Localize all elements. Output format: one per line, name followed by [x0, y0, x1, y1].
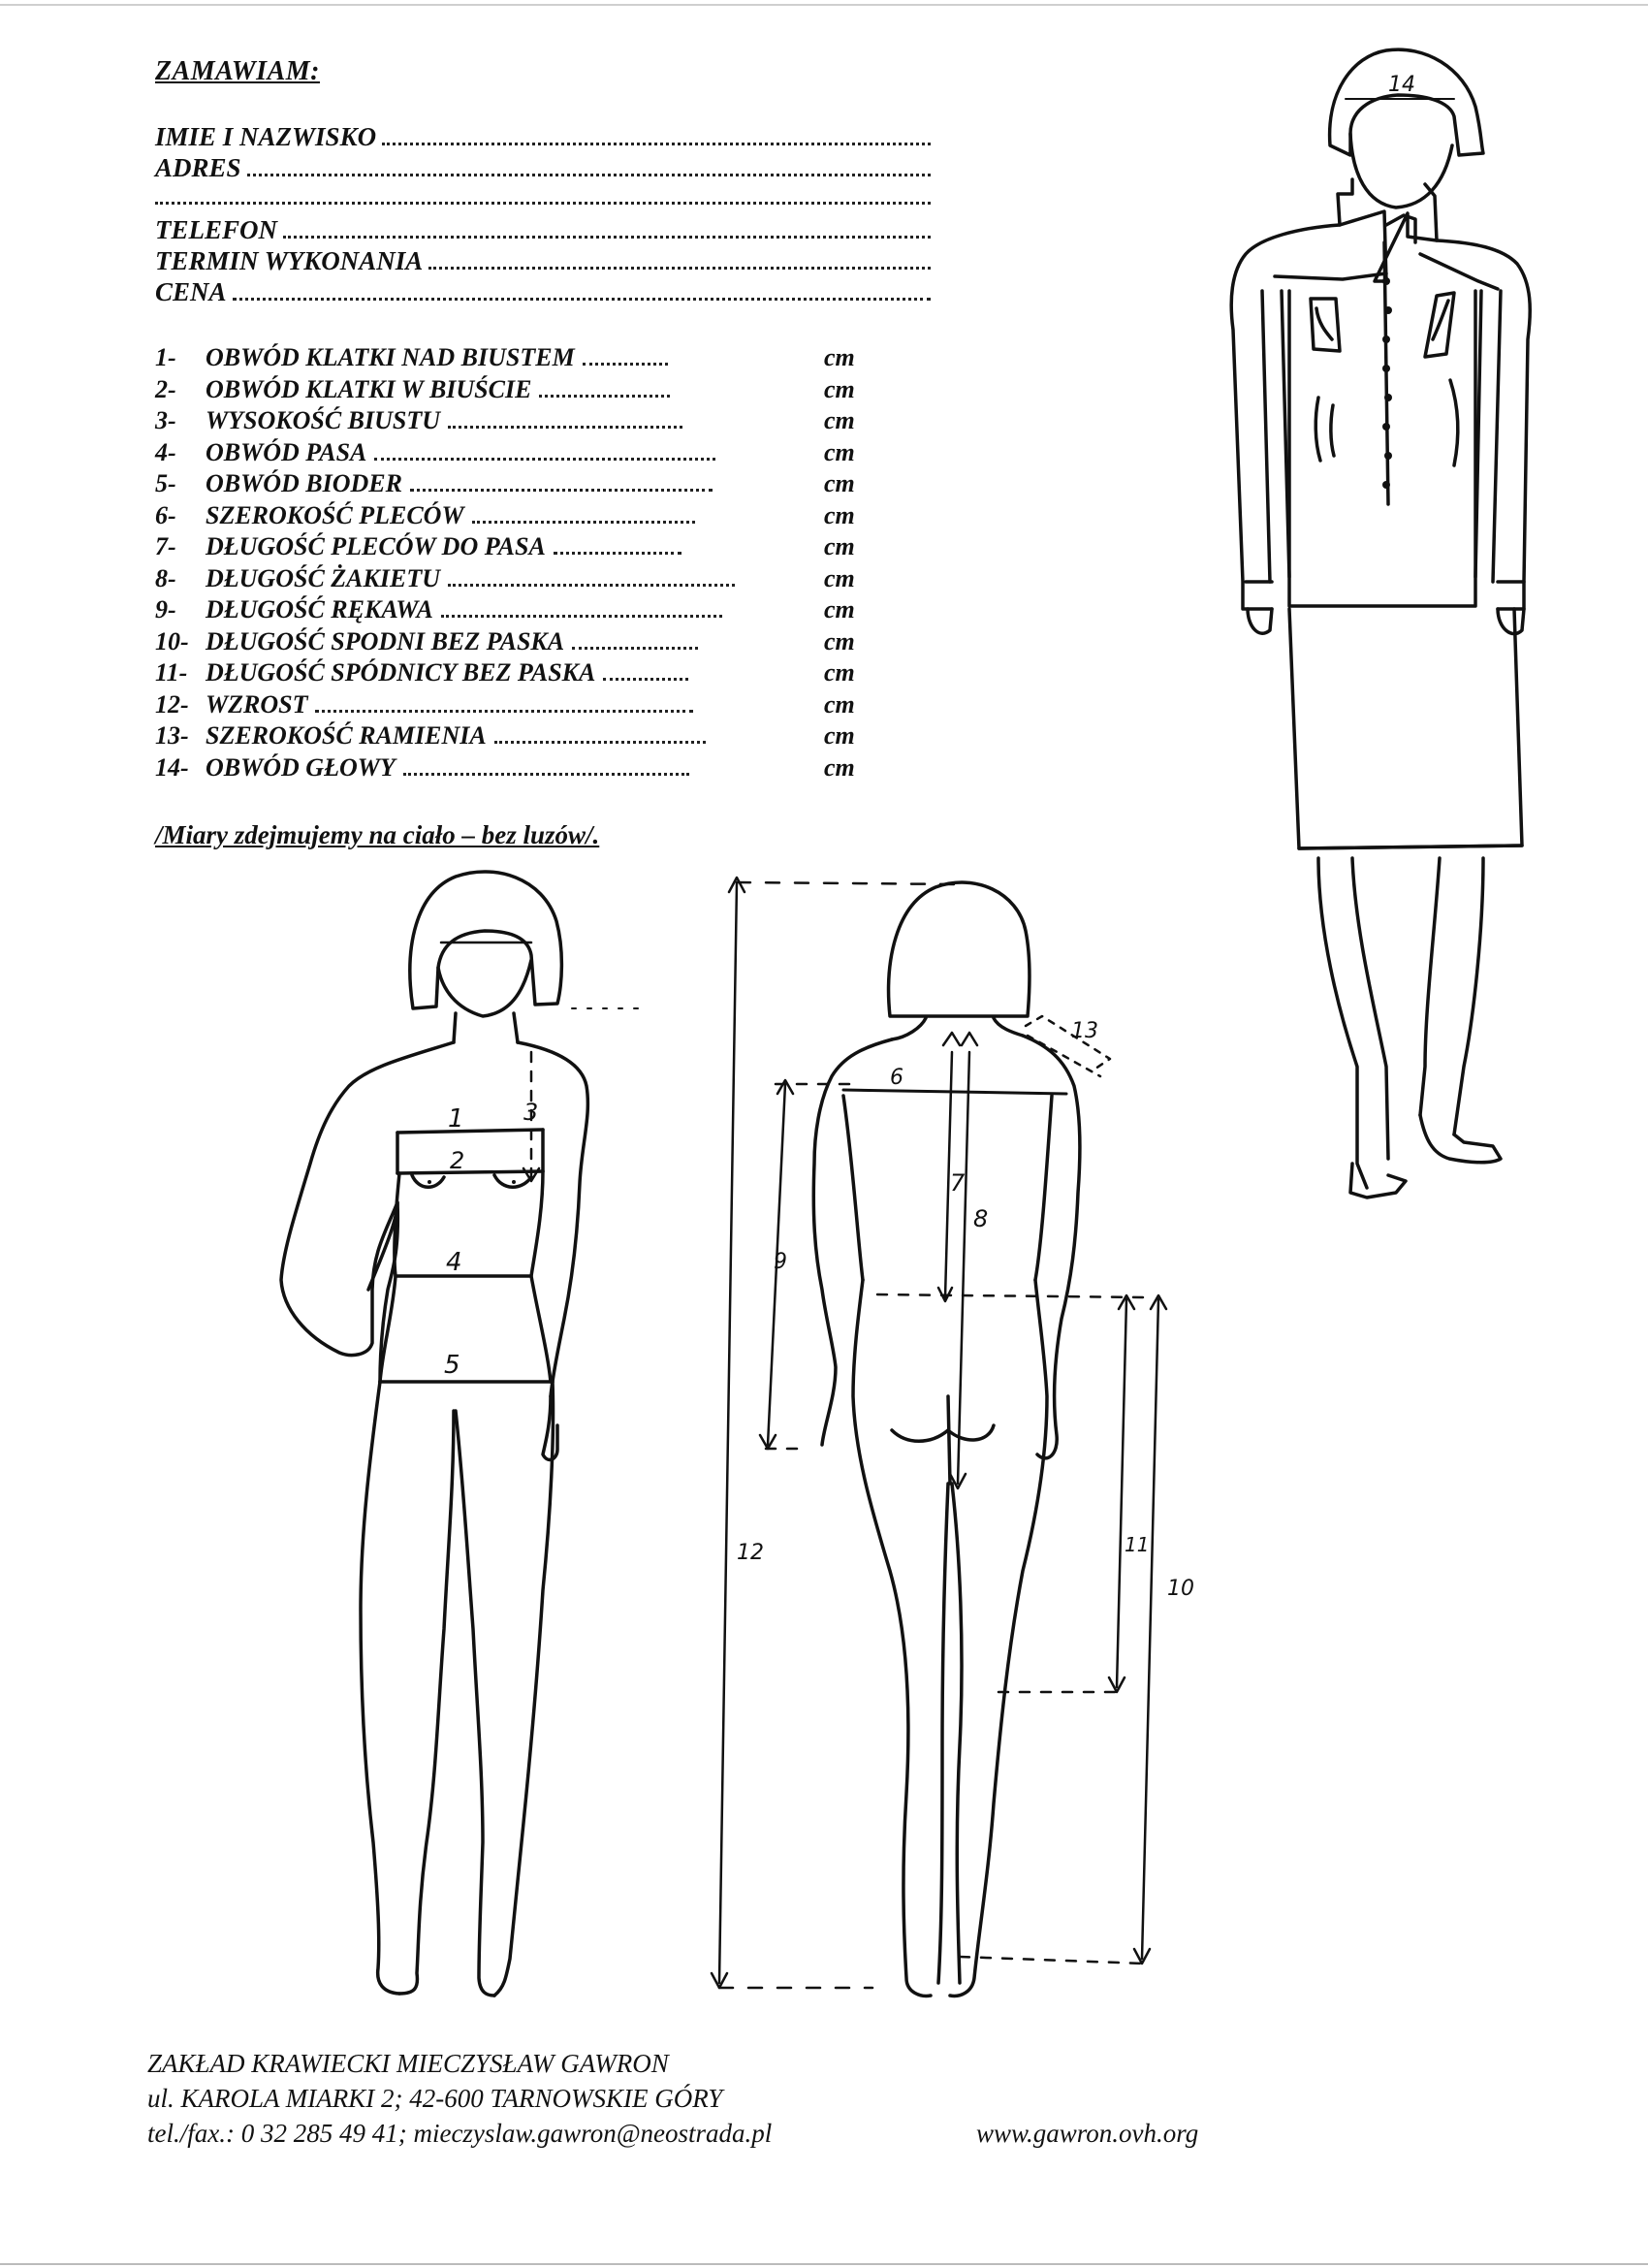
measurement-unit: cm	[824, 752, 855, 782]
measurement-unit: cm	[824, 437, 855, 466]
measurement-unit: cm	[824, 532, 855, 560]
measurement-label: DŁUGOŚĆ ŻAKIETU	[206, 563, 440, 592]
measurement-number: 6-	[155, 500, 176, 529]
label-6: 6	[890, 1066, 903, 1090]
measurement-unit: cm	[824, 626, 855, 655]
label-9: 9	[774, 1250, 787, 1274]
company-name: ZAKŁAD KRAWIECKI MIECZYSŁAW GAWRON	[147, 2049, 669, 2078]
measurement-unit: cm	[824, 721, 855, 750]
measurement-label: DŁUGOŚĆ SPODNI BEZ PASKA	[206, 626, 565, 655]
measurement-label: DŁUGOŚĆ PLECÓW DO PASA	[206, 532, 546, 560]
measurement-label: SZEROKOŚĆ RAMIENIA	[206, 721, 487, 750]
measurement-number: 3-	[155, 406, 176, 434]
label-4: 4	[446, 1248, 462, 1277]
label-14: 14	[1388, 73, 1415, 97]
form-label: CENA	[155, 277, 227, 306]
measurement-unit: cm	[824, 374, 855, 403]
measurement-number: 1-	[155, 343, 176, 371]
measurement-label: DŁUGOŚĆ SPÓDNICY BEZ PASKA	[206, 658, 596, 687]
measurement-number: 14-	[155, 752, 189, 782]
form-label: IMIE I NAZWISKO	[155, 122, 377, 151]
back-body-figure	[712, 878, 1166, 1996]
jacket-figure	[1231, 49, 1530, 1198]
measurement-unit: cm	[824, 406, 855, 434]
measurement-label: DŁUGOŚĆ RĘKAWA	[206, 595, 433, 623]
measurement-number: 8-	[155, 563, 176, 592]
label-10: 10	[1167, 1577, 1194, 1601]
measurement-number: 4-	[155, 437, 176, 466]
measurement-unit: cm	[824, 469, 855, 497]
measurement-note: /Miary zdejmujemy na ciało – bez luzów/.	[155, 820, 600, 849]
measurement-number: 9-	[155, 595, 176, 623]
measurement-number: 5-	[155, 469, 176, 497]
measurement-label: OBWÓD KLATKI W BIUŚCIE	[206, 374, 532, 403]
measurement-number: 2-	[155, 374, 176, 403]
measurement-unit: cm	[824, 595, 855, 623]
label-3: 3	[523, 1099, 539, 1126]
label-11: 11	[1125, 1533, 1150, 1556]
measurement-number: 11-	[155, 658, 188, 687]
measurement-label: WYSOKOŚĆ BIUSTU	[206, 406, 441, 434]
label-13: 13	[1071, 1019, 1098, 1043]
company-contact: tel./fax.: 0 32 285 49 41; mieczyslaw.gawron@neostrada.pl	[147, 2119, 773, 2148]
measurement-number: 10-	[155, 626, 189, 655]
measurement-unit: cm	[824, 500, 855, 529]
label-12: 12	[737, 1541, 764, 1565]
measurement-number: 12-	[155, 689, 189, 719]
measurement-number: 7-	[155, 532, 176, 560]
measurement-number: 13-	[155, 721, 189, 750]
label-1: 1	[448, 1104, 464, 1134]
label-5: 5	[444, 1351, 460, 1380]
measurement-label: OBWÓD PASA	[206, 437, 367, 466]
form-label: TERMIN WYKONANIA	[155, 246, 424, 275]
measurement-unit: cm	[824, 658, 855, 687]
measurement-label: OBWÓD KLATKI NAD BIUSTEM	[206, 343, 575, 371]
measurement-label: SZEROKOŚĆ PLECÓW	[206, 500, 464, 529]
order-heading: ZAMAWIAM:	[155, 56, 320, 86]
figure-labels	[444, 73, 1415, 1601]
company-address: ul. KAROLA MIARKI 2; 42-600 TARNOWSKIE GÓRY	[147, 2084, 723, 2113]
company-website[interactable]: www.gawron.ovh.org	[976, 2119, 1199, 2148]
form-label: TELEFON	[155, 215, 278, 244]
form-label: ADRES	[155, 153, 241, 182]
company-footer	[147, 2046, 1199, 2151]
label-7: 7	[950, 1169, 966, 1197]
measurement-unit: cm	[824, 689, 855, 719]
measurement-label: WZROST	[206, 689, 308, 719]
measurement-label: OBWÓD BIODER	[206, 469, 402, 497]
label-8: 8	[973, 1205, 989, 1232]
scan-edge-line	[0, 2263, 1648, 2265]
measurement-unit: cm	[824, 343, 855, 371]
measurement-label: OBWÓD GŁOWY	[206, 752, 396, 782]
label-2: 2	[450, 1147, 465, 1174]
front-body-figure	[281, 872, 640, 1996]
measurement-unit: cm	[824, 563, 855, 592]
